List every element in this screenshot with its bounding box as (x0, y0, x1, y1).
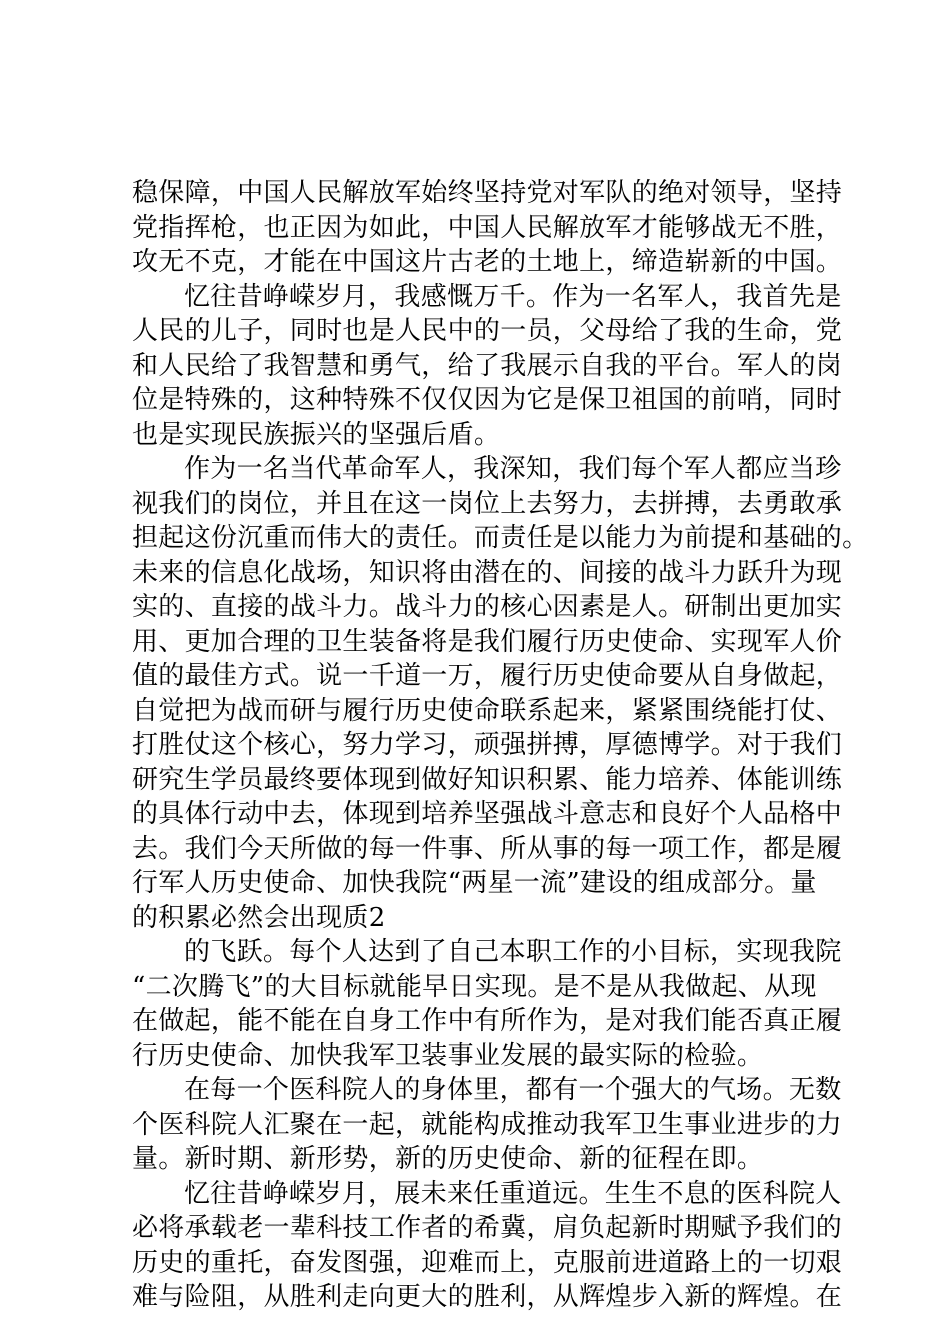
text-line: 忆往昔峥嵘岁月，我感慨万千。作为一名军人，我首先是 (184, 281, 842, 312)
text-line: 党指挥枪，也正因为如此，中国人民解放军才能够战无不胜， (132, 212, 843, 243)
text-line: 和人民给了我智慧和勇气，给了我展示自我的平台。军人的岗 (132, 350, 843, 381)
text-line: 位是特殊的，这种特殊不仅仅因为它是保卫祖国的前哨，同时 (132, 385, 843, 415)
text-line: 量。新时期、新形势，新的历史使命、新的征程在即。 (132, 1144, 764, 1174)
text-line: 行军人历史使命、加快我院“两星一流”建设的组成部分。量 (132, 868, 817, 898)
text-line: 的飞跃。每个人达到了自己本职工作的小目标，实现我院 (184, 937, 842, 967)
text-line: 的积累必然会出现质2 (132, 902, 386, 933)
text-line: 行历史使命、加快我军卫装事业发展的最实际的检验。 (132, 1040, 764, 1071)
text-line: 用、更加合理的卫生装备将是我们履行历史使命、实现军人价 (132, 626, 843, 657)
text-line: “二次腾飞”的大目标就能早日实现。是不是从我做起、从现 (132, 971, 817, 1002)
text-line: 打胜仗这个核心，努力学习，顽强拼搏，厚德博学。对于我们 (132, 730, 843, 760)
text-line: 也是实现民族振兴的坚强后盾。 (132, 419, 501, 450)
text-line: 的具体行动中去，体现到培养坚强战斗意志和良好个人品格中 (132, 799, 843, 829)
text-line: 未来的信息化战场，知识将由潜在的、间接的战斗力跃升为现 (132, 557, 843, 588)
text-line: 视我们的岗位，并且在这一岗位上去努力，去拼搏，去勇敢承 (132, 488, 843, 519)
text-line: 研究生学员最终要体现到做好知识积累、能力培养、体能训练 (132, 764, 843, 795)
document-body-text (132, 176, 869, 1315)
text-line: 稳保障，中国人民解放军始终坚持党对军队的绝对领导，坚持 (132, 178, 843, 208)
text-line: 值的最佳方式。说一千道一万，履行历史使命要从自身做起， (132, 661, 843, 691)
text-line: 作为一名当代革命军人，我深知，我们每个军人都应当珍 (184, 454, 842, 484)
text-line: 自觉把为战而研与履行历史使命联系起来，紧紧围绕能打仗、 (132, 695, 843, 726)
text-line: 去。我们今天所做的每一件事、所从事的每一项工作，都是履 (132, 833, 843, 864)
text-line: 在每一个医科院人的身体里，都有一个强大的气场。无数 (184, 1075, 842, 1105)
text-line: 个医科院人汇聚在一起，就能构成推动我军卫生事业进步的力 (132, 1109, 843, 1140)
text-line: 历史的重托，奋发图强，迎难而上，克服前进道路上的一切艰 (132, 1247, 843, 1278)
text-line: 必将承载老一辈科技工作者的希冀，肩负起新时期赋予我们的 (132, 1213, 843, 1243)
text-line: 难与险阻，从胜利走向更大的胜利，从辉煌步入新的辉煌。在 (132, 1282, 843, 1312)
text-line: 在做起，能不能在自身工作中有所作为，是对我们能否真正履 (132, 1006, 843, 1036)
text-line: 人民的儿子，同时也是人民中的一员，父母给了我的生命，党 (132, 316, 843, 346)
text-line: 担起这份沉重而伟大的责任。而责任是以能力为前提和基础的。 (132, 523, 869, 553)
text-line: 攻无不克，才能在中国这片古老的土地上，缔造崭新的中国。 (132, 247, 843, 277)
text-line: 实的、直接的战斗力。战斗力的核心因素是人。研制出更加实 (132, 592, 843, 622)
text-line: 忆往昔峥嵘岁月，展未来任重道远。生生不息的医科院人 (184, 1178, 842, 1209)
